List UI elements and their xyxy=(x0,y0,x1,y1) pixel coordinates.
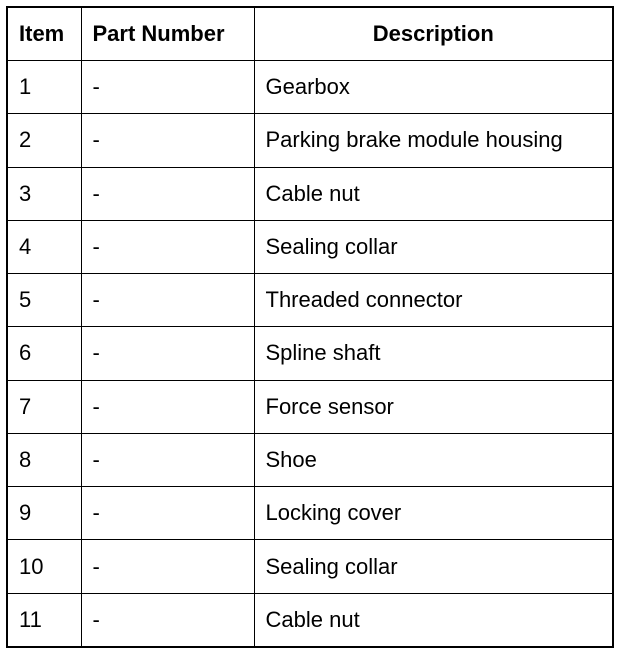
cell-description: Force sensor xyxy=(254,380,613,433)
cell-item: 8 xyxy=(7,433,81,486)
cell-description: Threaded connector xyxy=(254,274,613,327)
cell-part-number: - xyxy=(81,274,254,327)
cell-part-number: - xyxy=(81,220,254,273)
cell-item: 4 xyxy=(7,220,81,273)
table-header-row xyxy=(7,7,613,61)
cell-description: Sealing collar xyxy=(254,540,613,593)
table-row xyxy=(7,220,613,273)
cell-part-number: - xyxy=(81,487,254,540)
cell-item: 10 xyxy=(7,540,81,593)
cell-item: 5 xyxy=(7,274,81,327)
cell-description: Spline shaft xyxy=(254,327,613,380)
cell-part-number: - xyxy=(81,380,254,433)
cell-part-number: - xyxy=(81,540,254,593)
cell-item: 6 xyxy=(7,327,81,380)
table-row xyxy=(7,167,613,220)
cell-description: Cable nut xyxy=(254,593,613,647)
cell-item: 2 xyxy=(7,114,81,167)
cell-description: Sealing collar xyxy=(254,220,613,273)
cell-description: Locking cover xyxy=(254,487,613,540)
cell-item: 11 xyxy=(7,593,81,647)
cell-part-number: - xyxy=(81,593,254,647)
cell-item: 3 xyxy=(7,167,81,220)
table-row xyxy=(7,540,613,593)
cell-item: 7 xyxy=(7,380,81,433)
header-part-number: Part Number xyxy=(81,7,254,61)
cell-item: 9 xyxy=(7,487,81,540)
table-row xyxy=(7,433,613,486)
table-row xyxy=(7,593,613,647)
header-item: Item xyxy=(7,7,81,61)
cell-description: Cable nut xyxy=(254,167,613,220)
cell-part-number: - xyxy=(81,167,254,220)
table-row xyxy=(7,380,613,433)
parts-table xyxy=(6,6,614,648)
cell-item: 1 xyxy=(7,61,81,114)
table-row xyxy=(7,114,613,167)
cell-part-number: - xyxy=(81,327,254,380)
table-row xyxy=(7,274,613,327)
table-row xyxy=(7,327,613,380)
cell-part-number: - xyxy=(81,61,254,114)
cell-description: Gearbox xyxy=(254,61,613,114)
table-row xyxy=(7,61,613,114)
cell-part-number: - xyxy=(81,433,254,486)
cell-description: Shoe xyxy=(254,433,613,486)
cell-description: Parking brake module housing xyxy=(254,114,613,167)
cell-part-number: - xyxy=(81,114,254,167)
header-description: Description xyxy=(254,7,613,61)
table-row xyxy=(7,487,613,540)
